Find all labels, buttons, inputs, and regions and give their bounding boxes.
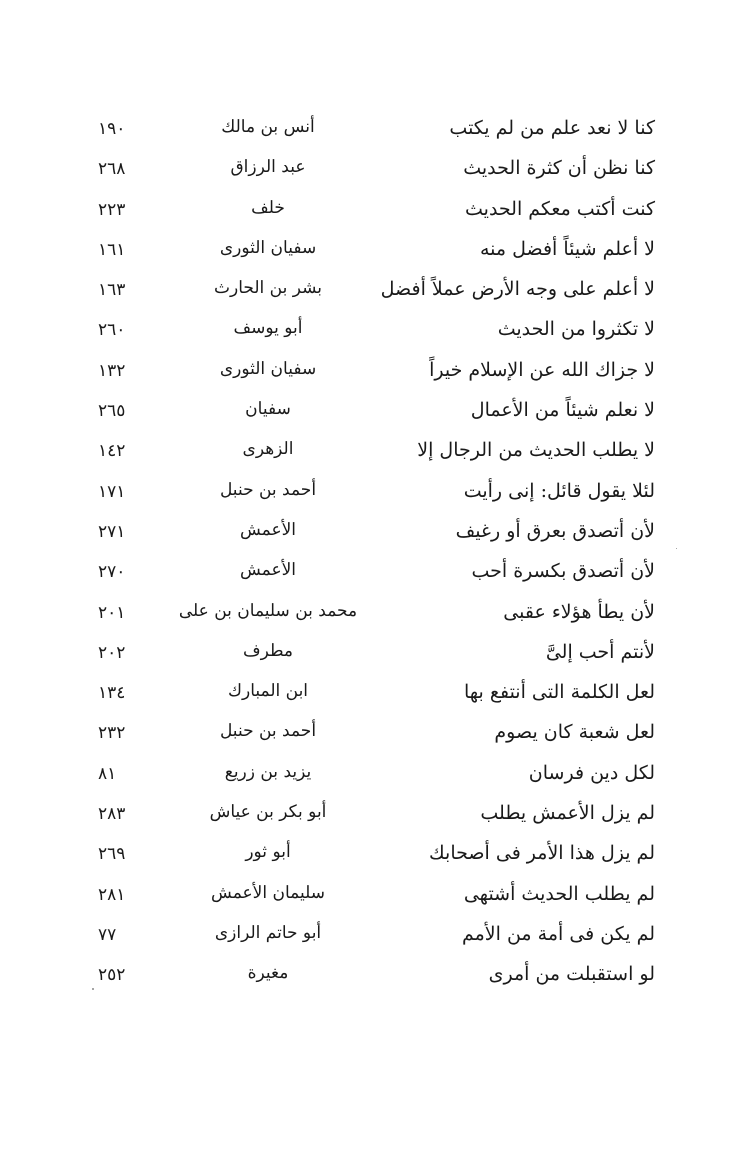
- index-row: [0, 314, 755, 354]
- narrator-label: ابن المبارك: [227, 681, 309, 702]
- page-number: ٧٧: [98, 924, 117, 945]
- quote-text: لئلا يقول قائل: إنى رأيت: [463, 479, 655, 502]
- index-list: [0, 113, 755, 1000]
- quote-text: لم يزل هذا الأمر فى أصحابك: [429, 842, 655, 865]
- index-row: [0, 556, 755, 596]
- page-number: ٢٧١: [98, 521, 126, 542]
- page-number: ٢٨٣: [98, 804, 126, 825]
- narrator-label: أحمد بن حنبل: [219, 721, 317, 742]
- index-row: [0, 194, 755, 234]
- page-number: ٢٠٢: [98, 642, 126, 663]
- narrator-label: خلف: [251, 197, 285, 218]
- quote-text: لا نعلم شيئاً من الأعمال: [470, 399, 655, 422]
- narrator-label: سفيان الثورى: [219, 237, 317, 258]
- quote-text: كنا لا نعد علم من لم يكتب: [449, 117, 655, 139]
- page-number: ١٧١: [98, 481, 126, 502]
- index-row: [0, 677, 755, 717]
- scan-speck: [92, 988, 94, 990]
- narrator-label: الزهرى: [242, 439, 294, 460]
- quote-text: لم يكن فى أمة من الأمم: [461, 922, 655, 945]
- index-row: [0, 435, 755, 475]
- quote-text: كنت أكتب معكم الحديث: [465, 197, 655, 220]
- quote-text: لا يطلب الحديث من الرجال إلا: [417, 439, 655, 462]
- quote-text: لأن أتصدق بكسرة أحب: [471, 560, 655, 583]
- page-number: ٢٥٢: [98, 965, 126, 986]
- page-number: ٢٨١: [98, 884, 126, 905]
- page-number: ١٣٢: [98, 360, 126, 381]
- index-row: [0, 838, 755, 878]
- index-row: [0, 717, 755, 757]
- index-row: [0, 274, 755, 314]
- narrator-label: سفيان: [245, 399, 291, 420]
- index-row: [0, 153, 755, 193]
- quote-text: لأن أتصدق بعرق أو رغيف: [455, 519, 655, 542]
- narrator-label: أبو حاتم الرازى: [214, 922, 322, 943]
- page-number: ٢٦٩: [98, 844, 126, 865]
- index-row: [0, 476, 755, 516]
- quote-text: لا أعلم على وجه الأرض عملاً أفضل: [380, 278, 655, 301]
- quote-text: لا أعلم شيئاً أفضل منه: [479, 237, 655, 260]
- narrator-label: يزيد بن زريع: [224, 761, 312, 782]
- index-row: [0, 395, 755, 435]
- quote-text: لم يزل الأعمش يطلب: [480, 802, 655, 825]
- narrator-label: الأعمش: [239, 519, 297, 540]
- page-number: ٢٢٣: [98, 199, 126, 220]
- narrator-label: أبو يوسف: [233, 318, 303, 339]
- page-number: ٢٦٨: [98, 159, 126, 180]
- page-number: ٢٠١: [98, 602, 126, 623]
- index-row: [0, 355, 755, 395]
- quote-text: لعل الكلمة التى أنتفع بها: [463, 681, 655, 704]
- quote-text: لو استقبلت من أمرى: [488, 963, 655, 986]
- narrator-label: أبو بكر بن عياش: [209, 802, 327, 823]
- narrator-label: سليمان الأعمش: [211, 882, 325, 903]
- narrator-label: أنس بن مالك: [221, 117, 315, 137]
- page-number: ١٣٤: [98, 683, 126, 704]
- index-row: [0, 637, 755, 677]
- narrator-label: أبو ثور: [245, 842, 291, 863]
- page-number: ١٩٠: [98, 119, 126, 139]
- narrator-label: مغيرة: [247, 963, 289, 984]
- page-number: ٢٧٠: [98, 562, 126, 583]
- index-row: [0, 234, 755, 274]
- index-row: [0, 879, 755, 919]
- quote-text: لا جزاك الله عن الإسلام خيراً: [429, 358, 655, 381]
- quote-text: لأنتم أحب إلىَّ: [545, 640, 655, 663]
- page-number: ١٤٢: [98, 441, 126, 462]
- quote-text: لأن يطأ هؤلاء عقبى: [503, 600, 655, 623]
- quote-text: لا تكثروا من الحديث: [497, 318, 655, 341]
- index-row: [0, 758, 755, 798]
- quote-text: كنا نظن أن كثرة الحديث: [463, 157, 655, 180]
- narrator-label: أحمد بن حنبل: [219, 479, 317, 500]
- quote-text: لعل شعبة كان يصوم: [494, 721, 655, 744]
- page-number: ١٦٣: [98, 280, 126, 301]
- narrator-label: مطرف: [242, 640, 294, 661]
- index-row: [0, 597, 755, 637]
- narrator-label: سفيان الثورى: [219, 358, 317, 379]
- index-row: [0, 113, 755, 153]
- page-number: ٢٦٠: [98, 320, 126, 341]
- page-number: ٨١: [98, 763, 117, 784]
- index-row: [0, 959, 755, 999]
- index-row: [0, 516, 755, 556]
- narrator-label: بشر بن الحارث: [213, 278, 323, 299]
- quote-text: لكل دين فرسان: [528, 761, 655, 784]
- index-row: [0, 798, 755, 838]
- narrator-label: الأعمش: [239, 560, 297, 581]
- page-number: ١٦١: [98, 239, 126, 260]
- index-row: [0, 919, 755, 959]
- quote-text: لم يطلب الحديث أشتهى: [463, 882, 655, 905]
- scan-speck: [676, 548, 677, 549]
- page-number: ٢٦٥: [98, 401, 126, 422]
- narrator-label: محمد بن سليمان بن على: [178, 600, 358, 621]
- page-number: ٢٣٢: [98, 723, 126, 744]
- narrator-label: عبد الرزاق: [230, 157, 306, 178]
